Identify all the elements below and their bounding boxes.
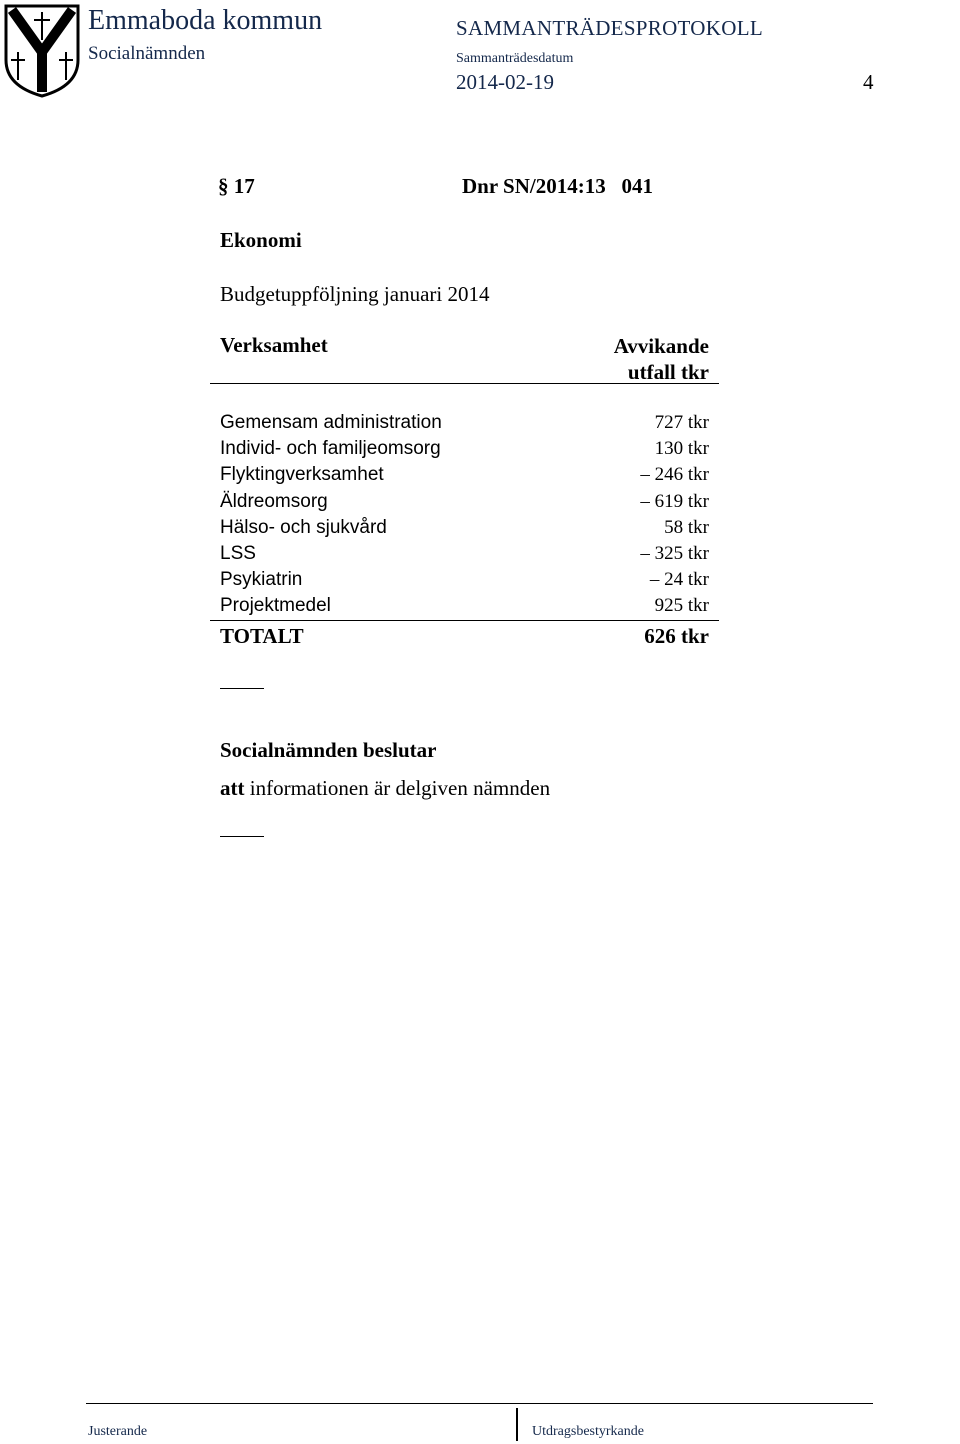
row-label: Psykiatrin [220, 569, 303, 591]
column-header-line1: Avvikande [613, 334, 709, 358]
date-label: Sammanträdesdatum [456, 51, 574, 66]
paragraph-number: § 17 [218, 174, 255, 198]
section-heading: Ekonomi [220, 228, 302, 252]
column-header-verksamhet: Verksamhet [220, 333, 328, 357]
row-label: Äldreomsorg [220, 490, 328, 512]
row-value: – 619 tkr [640, 490, 709, 512]
table-row [210, 489, 719, 515]
footer-divider [516, 1408, 518, 1441]
separator-line [220, 688, 264, 689]
table-row [210, 462, 719, 488]
table-row [210, 410, 719, 436]
coat-of-arms-icon [2, 2, 82, 98]
table-row [210, 593, 719, 619]
case-number: Dnr SN/2014:13 041 [462, 174, 653, 198]
department-name: Socialnämnden [88, 43, 206, 64]
column-header-avvikande [614, 333, 709, 385]
footer-utdragsbestyrkande: Utdragsbestyrkande [532, 1424, 644, 1439]
row-value: – 24 tkr [649, 569, 709, 591]
att-text: informationen är delgiven nämnden [244, 776, 551, 800]
section-subtitle: Budgetuppföljning januari 2014 [220, 282, 490, 306]
total-label: TOTALT [220, 623, 304, 648]
document-type: SAMMANTRÄDESPROTOKOLL [456, 16, 763, 40]
total-value: 626 tkr [644, 623, 709, 648]
table-header [210, 333, 719, 384]
decision-text [220, 776, 550, 801]
budget-table [210, 333, 719, 651]
row-label: Flyktingverksamhet [220, 464, 384, 486]
table-total-row [210, 621, 719, 651]
row-value: 925 tkr [654, 595, 709, 617]
row-label: Gemensam administration [220, 412, 442, 433]
separator-line [220, 836, 264, 837]
row-label: Hälso- och sjukvård [220, 516, 387, 538]
row-value: – 325 tkr [640, 542, 709, 564]
row-value: – 246 tkr [640, 464, 709, 486]
table-row [210, 436, 719, 462]
table-body [210, 410, 719, 620]
decision-heading: Socialnämnden beslutar [220, 738, 437, 762]
row-label: Projektmedel [220, 595, 331, 617]
footer-justerande: Justerande [88, 1424, 148, 1439]
column-header-line2: utfall tkr [627, 360, 709, 384]
page-number: 4 [863, 70, 874, 94]
att-keyword: att [220, 776, 245, 800]
table-row [210, 515, 719, 541]
row-value: 130 tkr [654, 438, 709, 460]
table-row [210, 541, 719, 567]
organization-name: Emmaboda kommun [88, 5, 323, 36]
row-label: Individ- och familjeomsorg [220, 438, 441, 460]
row-value: 727 tkr [654, 412, 709, 433]
footer-rule [86, 1403, 873, 1404]
row-value: 58 tkr [664, 516, 709, 538]
table-row [210, 567, 719, 593]
row-label: LSS [220, 542, 256, 564]
meeting-date: 2014-02-19 [456, 70, 554, 94]
